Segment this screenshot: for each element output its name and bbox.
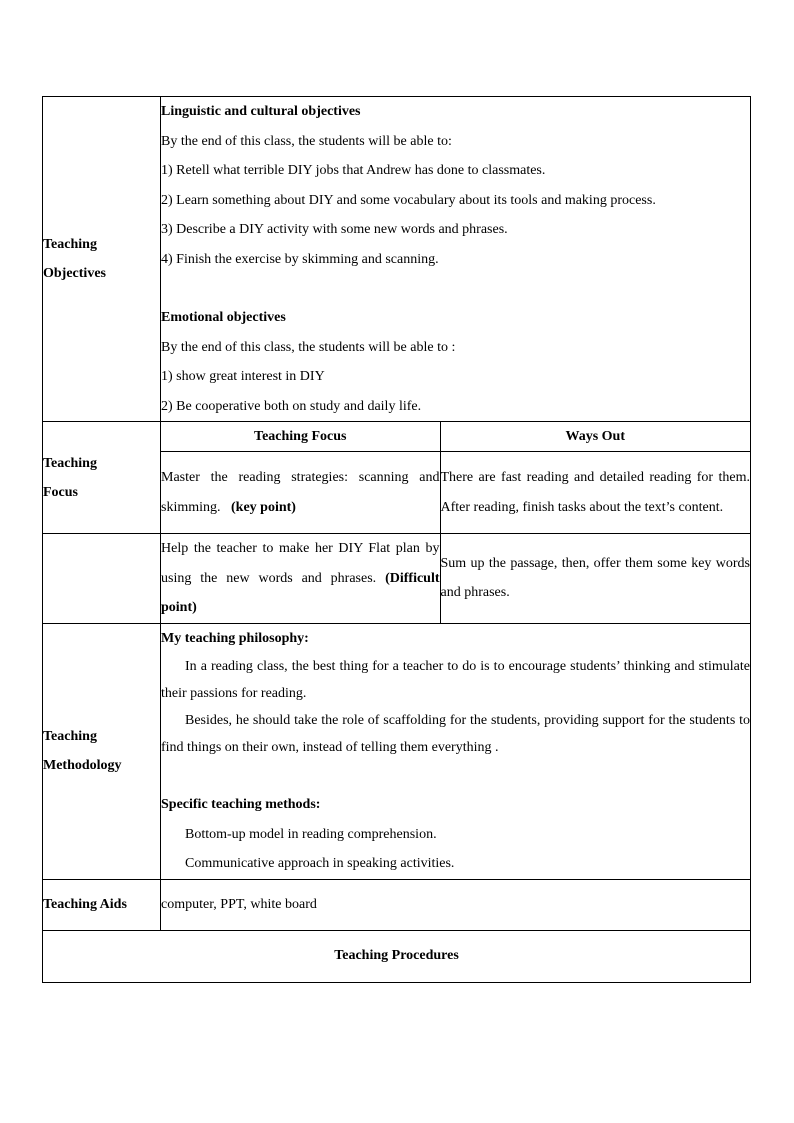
focus-table-continued: [161, 534, 750, 623]
linguistic-heading: Linguistic and cultural objectives: [161, 104, 361, 119]
aids-label: Teaching Aids: [43, 879, 161, 930]
focus-text: Master the reading strategies: scanning and skimming.: [161, 470, 440, 515]
linguistic-intro: By the end of this class, the students will be able to:: [161, 133, 452, 149]
focus-row: [43, 422, 751, 534]
difficult-point-tag: (Difficult point): [161, 570, 440, 615]
focus-row-continued: [43, 534, 751, 624]
focus-row-difficult-point: [161, 534, 750, 623]
methodology-row: [43, 623, 751, 879]
procedures-title: Teaching Procedures: [43, 930, 751, 982]
methodology-label: [43, 623, 161, 879]
lesson-plan-document: [42, 96, 750, 983]
spacer: [161, 274, 750, 303]
objective-item: 4) Finish the exercise by skimming and scanning.: [161, 251, 439, 267]
empty-label-cell: [43, 534, 161, 624]
method-item: Bottom-up model in reading comprehension.: [185, 826, 437, 842]
philosophy-heading: My teaching philosophy:: [161, 630, 309, 646]
ways-cell-key-point: There are fast reading and detailed reading for them. After reading, finish tasks about the text’s content.: [440, 452, 750, 534]
focus-label-line1: Teaching: [43, 455, 97, 471]
objectives-label-line1: Teaching: [43, 237, 97, 252]
col-header-teaching-focus: Teaching Focus: [161, 422, 440, 452]
objective-item: 2) Be cooperative both on study and daily life.: [161, 398, 422, 414]
focus-label-line2: Focus: [43, 484, 78, 500]
emotional-heading: Emotional objectives: [161, 310, 286, 325]
objective-item: 1) show great interest in DIY: [161, 369, 325, 384]
key-point-tag: (key point): [231, 499, 296, 515]
objective-item: 1) Retell what terrible DIY jobs that Andrew has done to classmates.: [161, 163, 546, 178]
objective-item: 3) Describe a DIY activity with some new words and phrases.: [161, 222, 508, 237]
focus-cell-difficult-point: [161, 534, 440, 623]
methodology-label-line1: Teaching: [43, 729, 97, 744]
objectives-label-line2: Objectives: [43, 266, 106, 281]
focus-label: [43, 422, 161, 534]
objectives-row: [43, 97, 751, 422]
ways-cell-difficult-point: Sum up the passage, then, offer them some key words and phrases.: [440, 534, 750, 623]
focus-header-row: [161, 422, 750, 452]
method-item: Communicative approach in speaking activities.: [185, 856, 455, 871]
lesson-plan-table: [42, 96, 751, 983]
col-header-ways-out: Ways Out: [440, 422, 750, 452]
focus-content: [161, 422, 751, 534]
spacer: [161, 761, 750, 790]
methodology-label-line2: Methodology: [43, 758, 122, 773]
objectives-label: [43, 97, 161, 422]
methodology-content: [161, 623, 751, 879]
philosophy-paragraph: Besides, he should take the role of scaffolding for the students, providing support for the students to find things on their own, instead of telling them everything .: [161, 713, 750, 755]
philosophy-paragraph: In a reading class, the best thing for a teacher to do is to encourage students’ thinking and stimulate their passions for reading.: [161, 659, 750, 701]
focus-row-key-point: [161, 452, 750, 534]
aids-row: [43, 879, 751, 930]
emotional-intro: By the end of this class, the students will be able to :: [161, 339, 456, 355]
methods-heading: Specific teaching methods:: [161, 797, 321, 812]
focus-table: [161, 422, 750, 533]
procedures-row: [43, 930, 751, 982]
objectives-content: [161, 97, 751, 422]
focus-text: Help the teacher to make her DIY Flat plan by using the new words and phrases.: [161, 541, 440, 586]
aids-value: computer, PPT, white board: [161, 879, 751, 930]
focus-cell-key-point: [161, 452, 440, 534]
focus-content-continued: [161, 534, 751, 624]
objective-item: 2) Learn something about DIY and some vocabulary about its tools and making process.: [161, 192, 656, 208]
